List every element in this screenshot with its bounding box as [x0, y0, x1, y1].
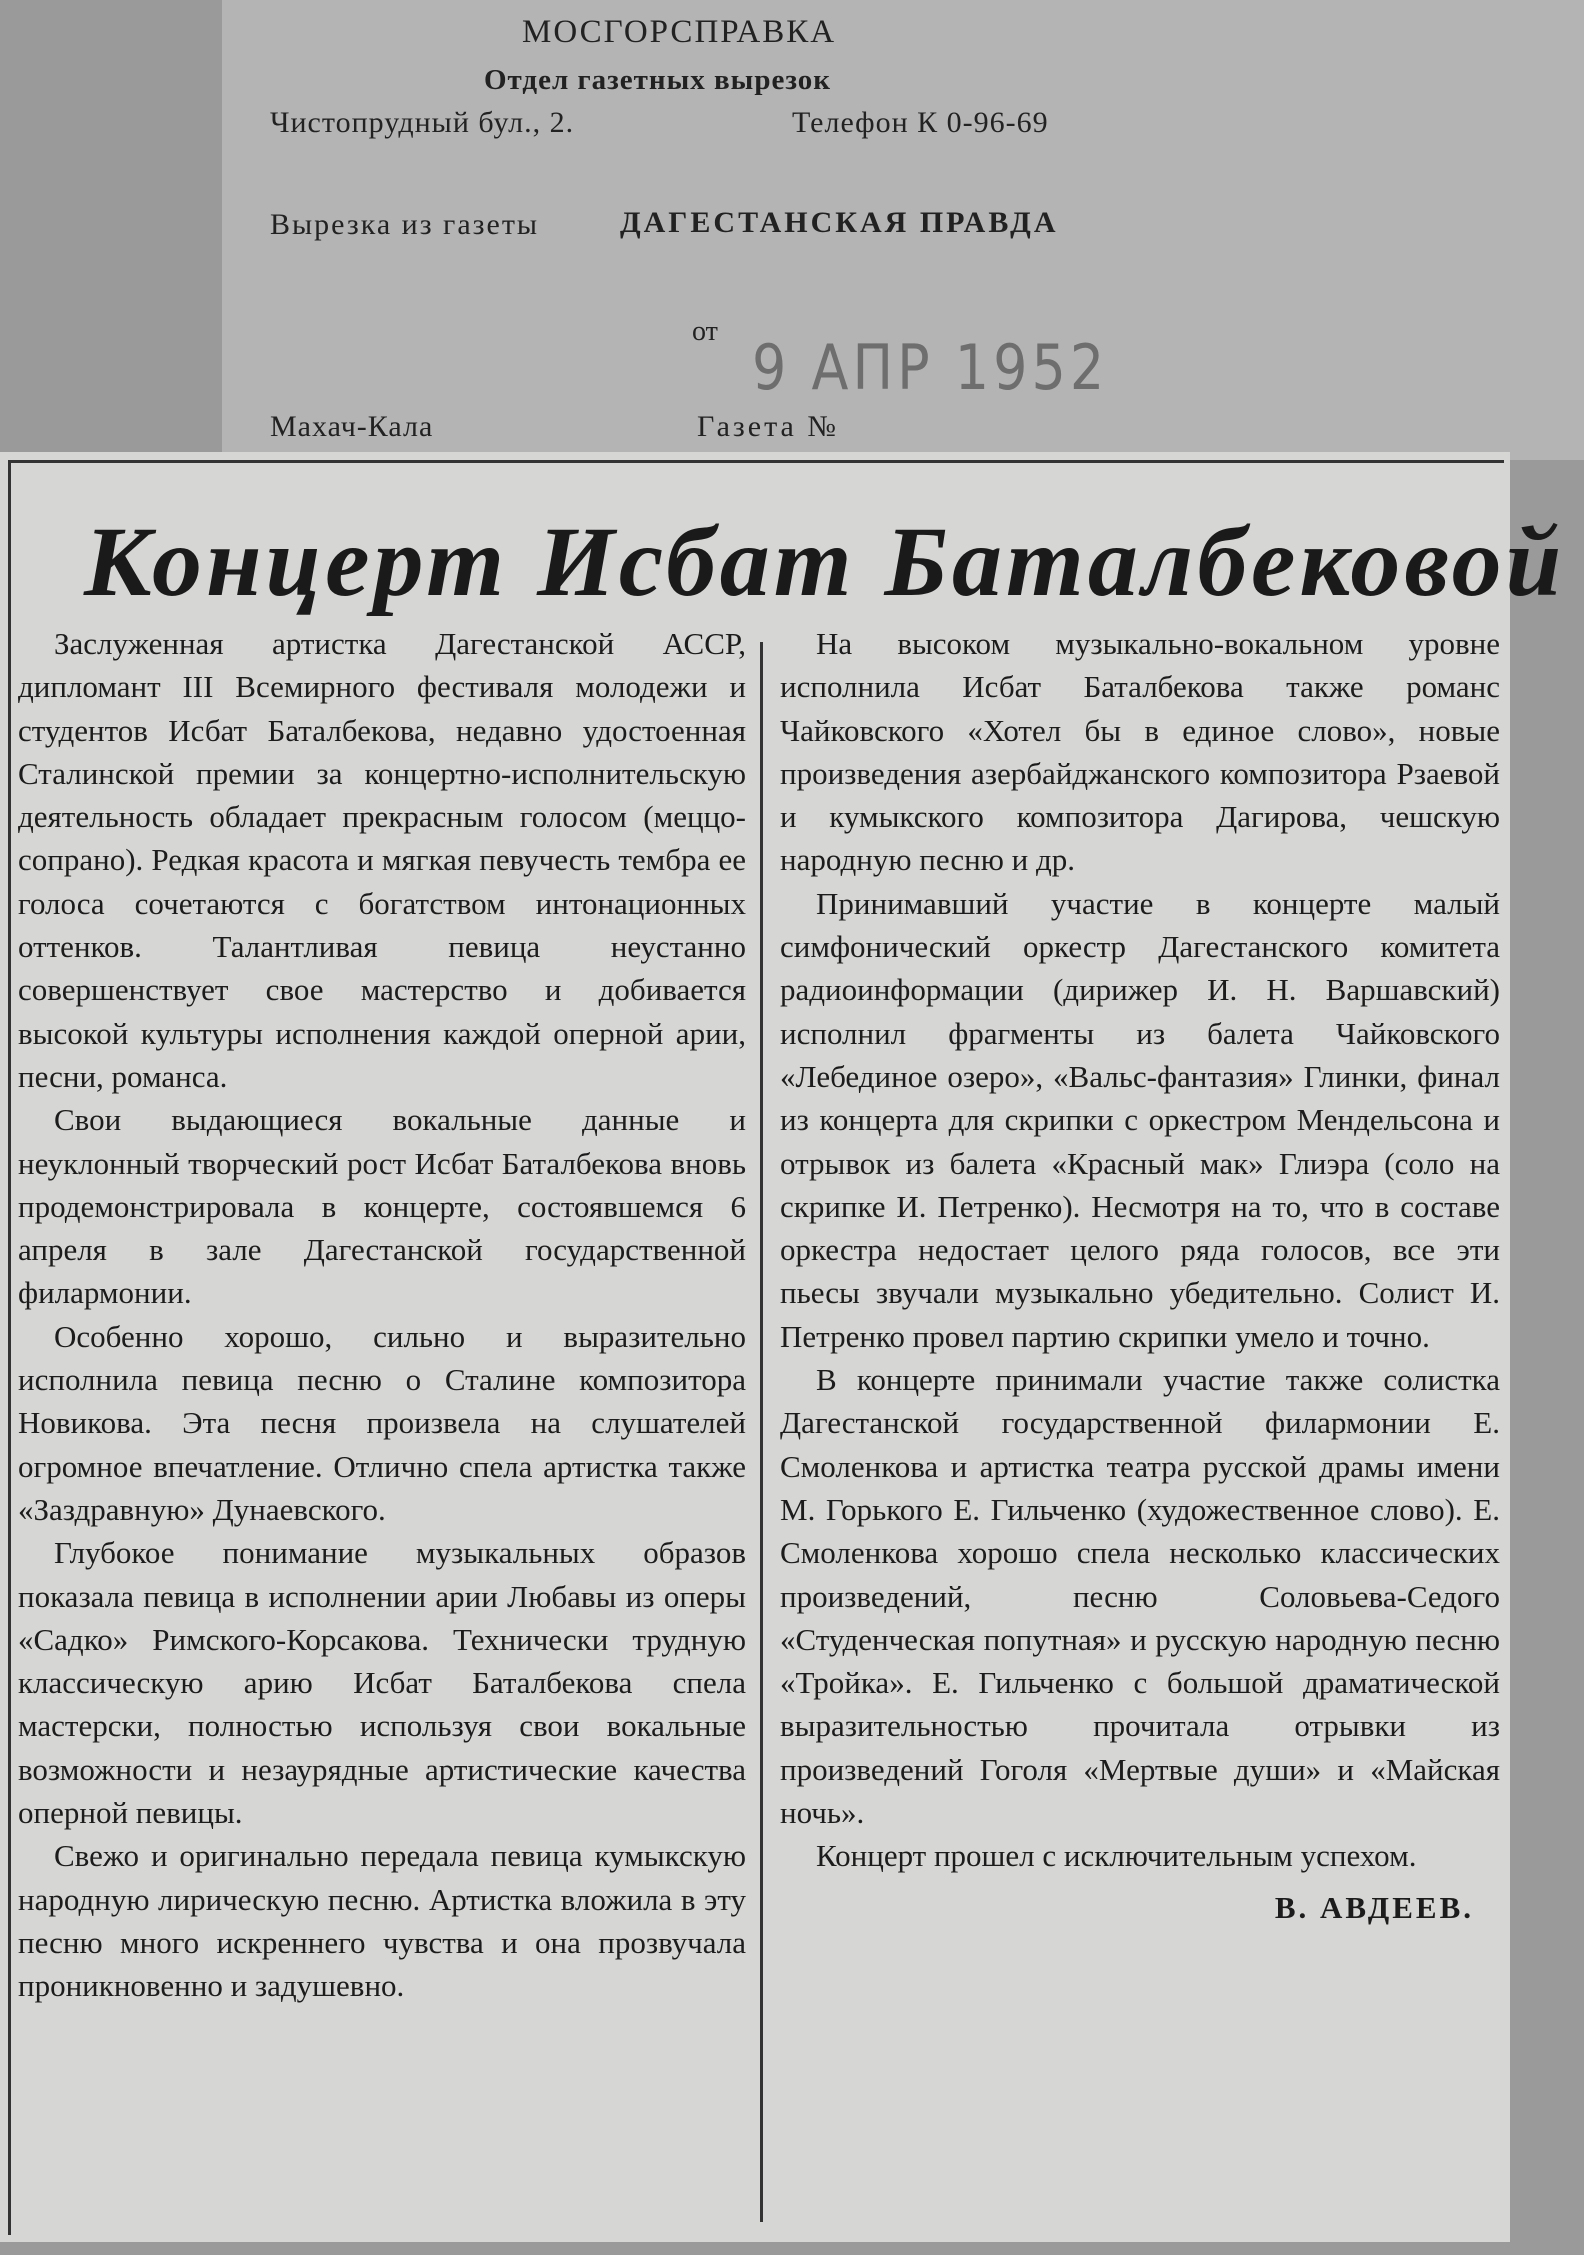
city-name: Махач-Кала — [270, 410, 434, 443]
department-name: Отдел газетных вырезок — [484, 64, 832, 96]
paragraph: В концерте принимали участие также солистка Дагестанской государственной филармонии Е. Смоленкова и артистка театра русской драмы имени М. Горького Е. Гильченко (художественное слово). Е. Смоленкова хорошо спела несколько классических произведений, песню Соловьева-Седого «Студенческая попутная» и русскую народную песню «Тройка». Е. Гильченко с большой драматической выразительностью прочитала отрывки из произведений Гоголя «Мертвые души» и «Майская ночь». — [780, 1362, 1500, 1831]
clipping-border-top — [8, 460, 1504, 463]
service-name: МОСГОРСПРАВКА — [522, 14, 837, 50]
cut-label: Вырезка из газеты — [270, 208, 540, 241]
paragraph: Заслуженная артистка Дагестанской АССР, дипломант III Всемирного фестиваля молодежи и студентов Исбат Баталбекова, недавно удостоенная Сталинской премии за концертно-исполнительскую деятельность обладает прекрасным голосом (меццо-сопрано). Редкая красота и мягкая певучесть тембра ее голоса сочетаются с богатством интонационных оттенков. Талантливая певица неустанно совершенствует свое мастерство и добивается высокой культуры исполнения каждой оперной арии, песни, романса. — [18, 626, 746, 1094]
paragraph: Глубокое понимание музыкальных образов показала певица в исполнении арии Любавы из оперы «Садко» Римского-Корсакова. Технически трудную классическую арию Исбат Баталбекова спела мастерски, полностью используя свои вокальные возможности и незаурядные артистические качества оперной певицы. — [18, 1535, 746, 1831]
paragraph: Свежо и оригинально передала певица кумыкскую народную лирическую песню. Артистка вложила в эту песню много искреннего чувства и она прозвучала проникновенно и задушевно. — [18, 1838, 746, 2004]
column-divider — [760, 642, 763, 2222]
service-address: Чистопрудный бул., 2. — [270, 106, 575, 139]
paragraph: Концерт прошел с исключительным успехом. — [816, 1838, 1417, 1874]
paragraph: На высоком музыкально-вокальном уровне исполнила Исбат Баталбекова также романс Чайковского «Хотел бы в единое слово», новые произведения азербайджанского композитора Рзаевой и кумыкского композитора Дагирова, чешскую народную песню и др. — [780, 626, 1500, 878]
clipping-service-header — [222, 0, 1584, 460]
article-title: Концерт Исбат Баталбековой — [84, 506, 1566, 617]
left-column — [18, 622, 746, 2008]
paragraph: Принимавший участие в концерте малый симфонический оркестр Дагестанского комитета радиоинформации (дирижер И. Н. Варшавский) исполнил фрагменты из балета Чайковского «Лебединое озеро», «Вальс-фантазия» Глинки, финал из концерта для скрипки с оркестром Мендельсона и отрывок из балета «Красный мак» Глиэра (соло на скрипке И. Петренко). Несмотря на то, что в составе оркестра недостает целого ряда голосов, все эти пьесы звучали музыкально убедительно. Солист И. Петренко провел партию скрипки умело и точно. — [780, 885, 1500, 1354]
service-phone: Телефон К 0-96-69 — [792, 106, 1049, 139]
date-label: от — [692, 316, 718, 347]
newspaper-name: ДАГЕСТАНСКАЯ ПРАВДА — [620, 206, 1059, 239]
article-author: В. АВДЕЕВ. — [1274, 1889, 1474, 1925]
newspaper-clipping — [0, 452, 1566, 2242]
date-stamp: 9 АПР 1952 — [752, 331, 1109, 404]
clipping-border-left — [8, 460, 11, 2235]
right-column — [780, 622, 1500, 1929]
paragraph: Свои выдающиеся вокальные данные и неуклонный творческий рост Исбат Баталбекова вновь продемонстрировала в концерте, состоявшемся 6 апреля в зале Дагестанской государственной филармонии. — [18, 1102, 746, 1311]
paragraph: Особенно хорошо, сильно и выразительно исполнила певица песню о Сталине композитора Новикова. Эта песня произвела на слушателей огромное впечатление. Отлично спела артистка также «Заздравную» Дунаевского. — [18, 1318, 746, 1527]
issue-label: Газета № — [697, 410, 839, 443]
